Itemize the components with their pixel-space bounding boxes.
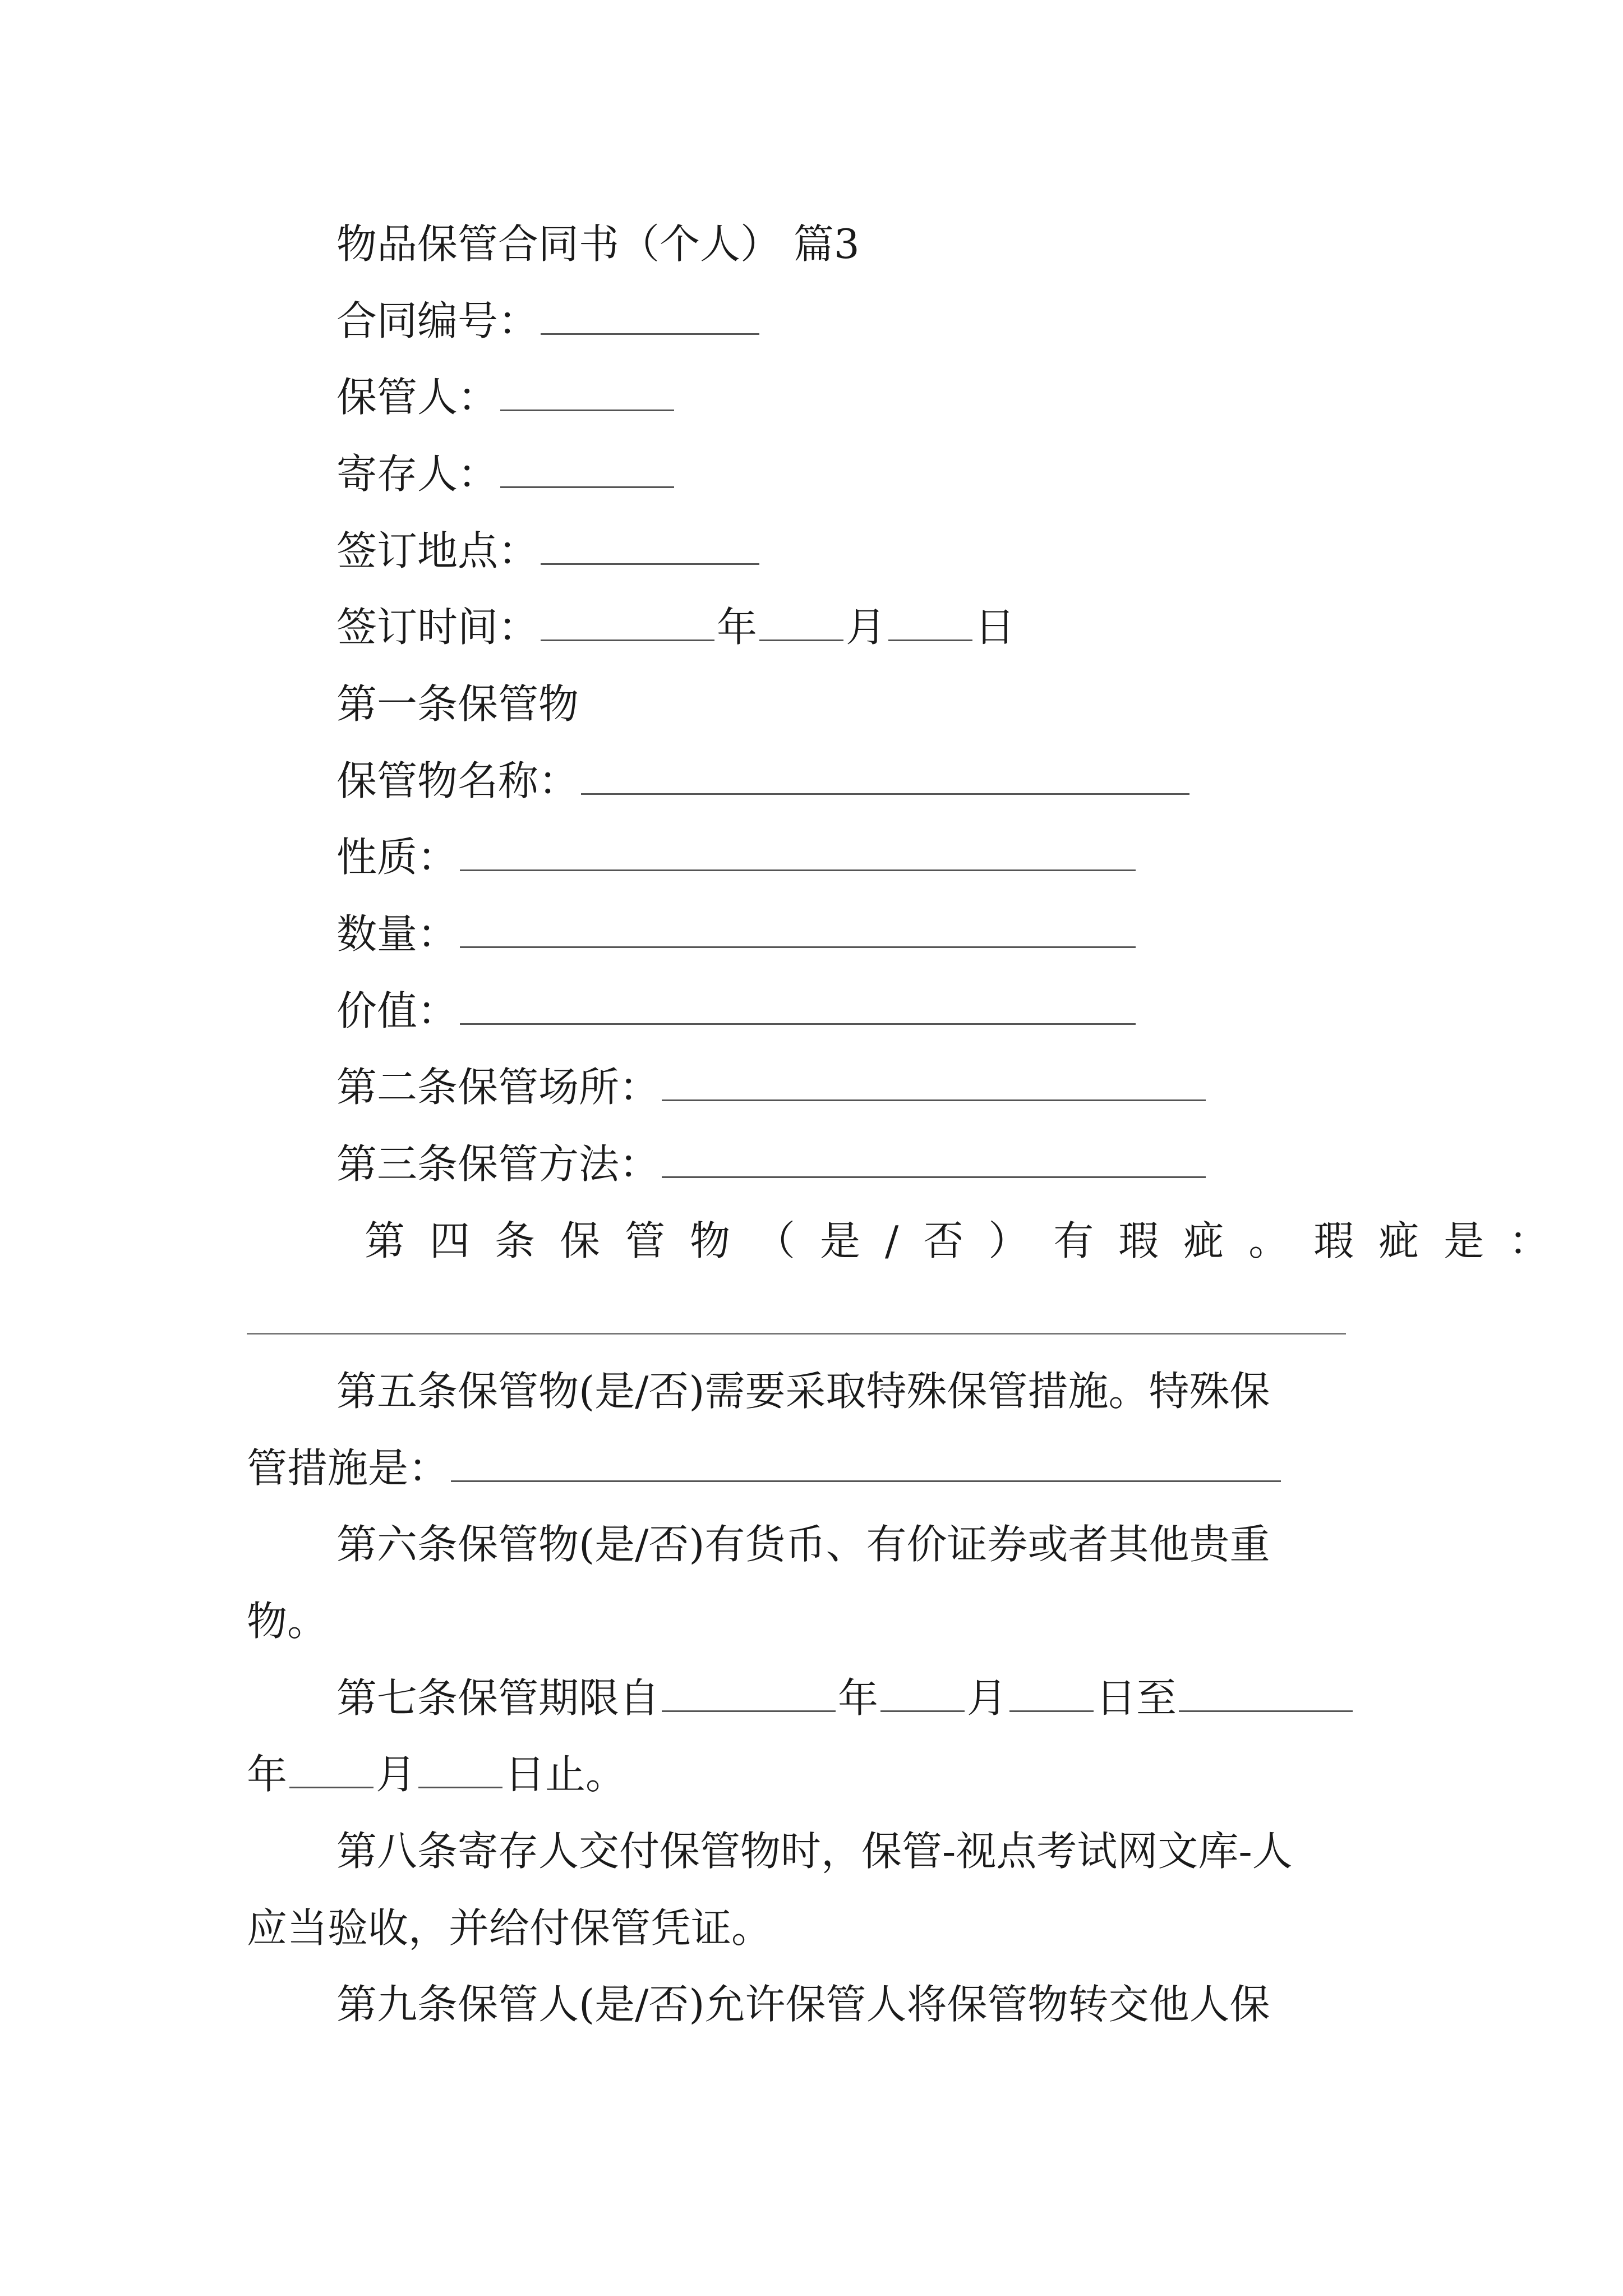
article-5-blank bbox=[451, 1448, 1281, 1482]
item-name-blank bbox=[581, 761, 1189, 795]
article-4-line: 第四条保管物（是/否）有瑕疵。瑕疵是： bbox=[365, 1217, 1574, 1264]
depositor-label: 寄存人： bbox=[336, 450, 499, 498]
period-end-day-label: 日止。 bbox=[505, 1751, 626, 1798]
period-start-year-blank bbox=[662, 1678, 836, 1712]
period-end-month-blank bbox=[289, 1754, 374, 1788]
value-label: 价值： bbox=[336, 987, 458, 1034]
depositor-line bbox=[336, 446, 676, 502]
contract-number-label: 合同编号： bbox=[336, 297, 539, 344]
article-8-line-2: 应当验收，并给付保管凭证。 bbox=[247, 1904, 772, 1952]
period-end-year-label: 年 bbox=[247, 1751, 288, 1798]
sign-time-label: 签订时间： bbox=[336, 604, 539, 651]
article-8-line-1: 第八条寄存人交付保管物时，保管-视点考试网文库-人 bbox=[336, 1828, 1293, 1875]
period-start-year-label: 年 bbox=[838, 1674, 879, 1722]
nature-blank bbox=[460, 837, 1136, 871]
sign-month-label: 月 bbox=[846, 604, 887, 651]
article-6-line-1: 第六条保管物(是/否)有货币、有价证券或者其他贵重 bbox=[336, 1521, 1270, 1568]
sign-place-blank bbox=[541, 531, 759, 565]
custodian-label: 保管人： bbox=[336, 374, 499, 421]
article-3-line bbox=[336, 1136, 1208, 1192]
article-6-line-2: 物。 bbox=[247, 1598, 328, 1645]
article-2-blank bbox=[662, 1067, 1206, 1101]
item-name-line bbox=[336, 753, 1192, 809]
contract-number-blank bbox=[541, 301, 759, 335]
sign-place-line bbox=[336, 523, 762, 579]
article-5-line-2 bbox=[247, 1440, 1283, 1496]
article-5-line-1: 第五条保管物(是/否)需要采取特殊保管措施。特殊保 bbox=[336, 1368, 1270, 1415]
period-end-year-blank bbox=[1179, 1678, 1353, 1712]
article-2-line bbox=[336, 1059, 1208, 1115]
article-1-title: 第一条保管物 bbox=[336, 680, 579, 728]
article-7-label: 第七条保管期限自 bbox=[336, 1674, 660, 1722]
nature-line bbox=[336, 829, 1138, 885]
article-2-label: 第二条保管场所： bbox=[336, 1064, 660, 1111]
item-name-label: 保管物名称： bbox=[336, 757, 579, 804]
custodian-line bbox=[336, 369, 676, 425]
period-end-day-blank bbox=[418, 1754, 502, 1788]
period-start-month-blank bbox=[880, 1678, 965, 1712]
sign-day-label: 日 bbox=[975, 604, 1016, 651]
sign-time-line bbox=[336, 599, 1015, 655]
article-7-line-2 bbox=[247, 1746, 626, 1802]
document-title: 物品保管合同书（个人） 篇3 bbox=[336, 220, 860, 268]
value-line bbox=[336, 983, 1138, 1039]
period-start-day-label: 日至 bbox=[1096, 1674, 1177, 1722]
depositor-blank bbox=[500, 454, 674, 488]
sign-place-label: 签订地点： bbox=[336, 527, 539, 574]
article-5-label: 管措施是： bbox=[247, 1444, 449, 1492]
article-3-blank bbox=[662, 1144, 1206, 1178]
article-9-line-1: 第九条保管人(是/否)允许保管人将保管物转交他人保 bbox=[336, 1981, 1270, 2028]
period-start-day-blank bbox=[1009, 1678, 1094, 1712]
article-3-label: 第三条保管方法： bbox=[336, 1140, 660, 1188]
nature-label: 性质： bbox=[336, 834, 458, 881]
quantity-line bbox=[336, 906, 1138, 962]
value-blank bbox=[460, 991, 1136, 1025]
custodian-blank bbox=[500, 377, 674, 411]
quantity-blank bbox=[460, 914, 1136, 948]
period-end-month-label: 月 bbox=[376, 1751, 417, 1798]
sign-year-blank bbox=[541, 607, 714, 641]
quantity-label: 数量： bbox=[336, 910, 458, 958]
sign-year-label: 年 bbox=[717, 604, 758, 651]
sign-day-blank bbox=[888, 607, 972, 641]
article-7-line-1 bbox=[336, 1670, 1355, 1726]
sign-month-blank bbox=[759, 607, 843, 641]
contract-number-line bbox=[336, 293, 762, 349]
period-start-month-label: 月 bbox=[967, 1674, 1008, 1722]
article-4-blank bbox=[247, 1333, 1346, 1335]
